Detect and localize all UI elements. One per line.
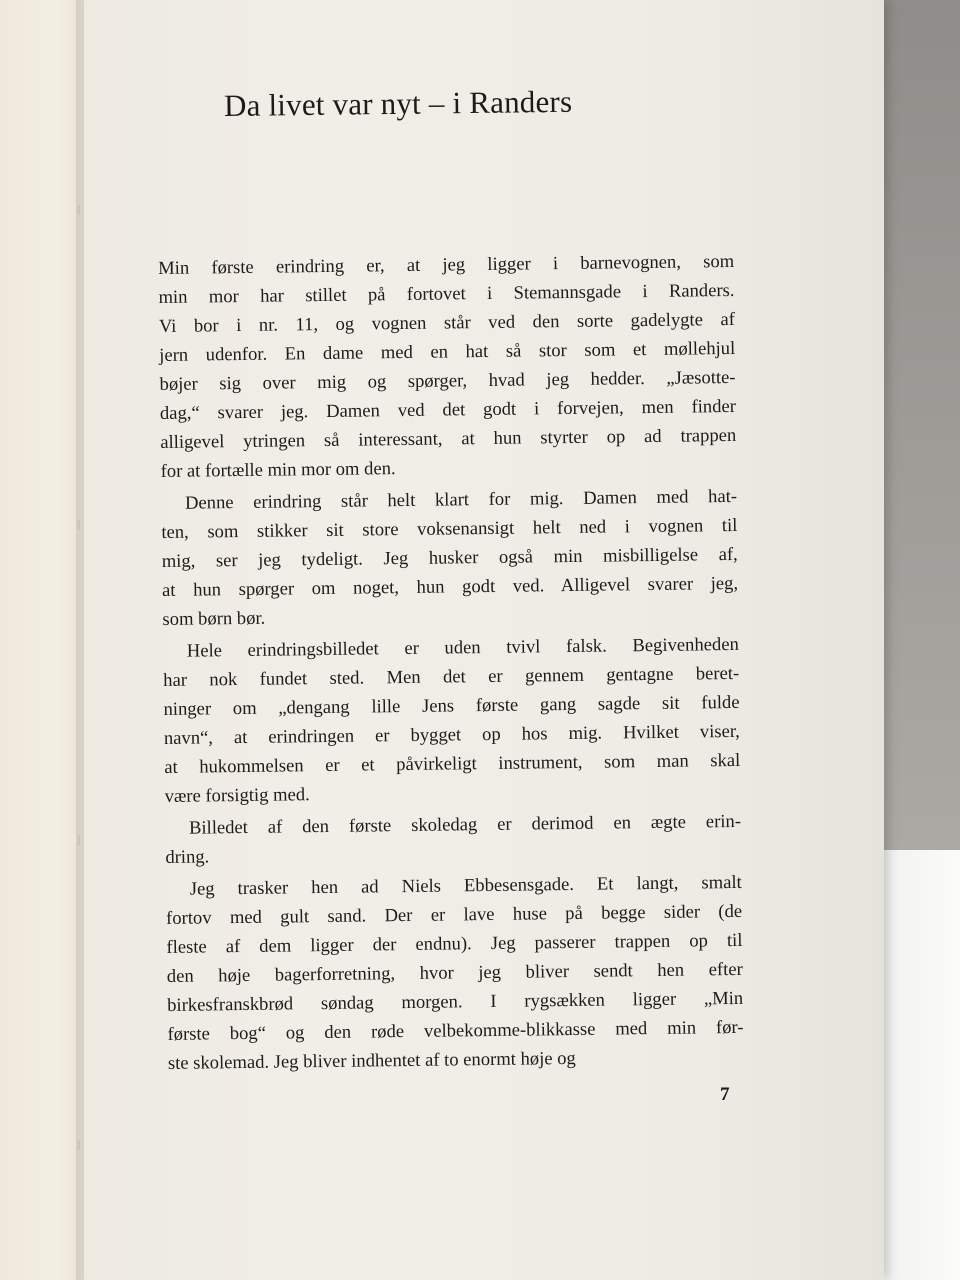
- paragraph: [158, 247, 737, 486]
- binding-stitch: [77, 205, 80, 215]
- text-line: ninger om „dengang lille Jens første gang sagde sit fulde: [163, 691, 740, 720]
- text-line: ste skolemad. Jeg bliver indhentet af to enormt høje og: [167, 1047, 576, 1074]
- text-line: ten, som stikker sit store voksenansigt helt ned i vognen til: [161, 514, 738, 543]
- text-line: mig, ser jeg tydeligt. Jeg husker også min misbilligelse af,: [161, 543, 738, 572]
- text-line: at hukommelsen er et påvirkeligt instrument, som man skal: [164, 749, 741, 778]
- text-line: alligevel ytringen så interessant, at hun styrter op ad trappen: [160, 424, 737, 453]
- text-line: fleste af dem ligger der endnu). Jeg passerer trappen op til: [166, 929, 743, 958]
- chapter-title: Da livet var nyt – i Randers: [223, 83, 573, 123]
- text-line: den høje bagerforretning, hvor jeg bliver sendt hen efter: [166, 958, 743, 987]
- text-line: dring.: [165, 846, 210, 868]
- paragraph: [163, 630, 741, 811]
- text-line: dag,“ svarer jeg. Damen ved det godt i forvejen, men finder: [159, 395, 737, 424]
- page-number: 7: [720, 1084, 730, 1105]
- paragraph: [165, 807, 742, 872]
- text-line: Vi bor i nr. 11, og vognen står ved den sorte gadelygte af: [158, 308, 735, 337]
- text-line: for at fortælle min mor om den.: [160, 458, 396, 482]
- text-line: birkesfranskbrød søndag morgen. I rygsækken ligger „Min: [167, 987, 744, 1016]
- paragraph: [166, 868, 744, 1078]
- text-line: fortov med gult sand. Der er lave huse på begge sider (de: [165, 900, 743, 929]
- paragraph: [161, 482, 739, 634]
- text-line: at hun spørger om noget, hun godt ved. Alligevel svarer jeg,: [161, 572, 739, 601]
- text-line: første bog“ og den røde velbekomme-blikkasse med min før-: [167, 1016, 744, 1045]
- binding-stitch: [77, 835, 80, 845]
- text-line: Min første erindring er, at jeg ligger i barnevognen, som: [158, 250, 735, 279]
- text-line: som børn bør.: [162, 607, 266, 630]
- binding-stitch: [77, 520, 80, 530]
- binding-stitch: [77, 1140, 80, 1150]
- text-line: være forsigtig med.: [164, 784, 310, 807]
- text-line: Denne erindring står helt klart for mig. Damen med hat-: [184, 485, 738, 514]
- text-line: jern udenfor. En dame med en hat så stor som et møllehjul: [159, 337, 736, 366]
- body-text: [158, 247, 744, 1081]
- text-line: Jeg trasker hen ad Niels Ebbesensgade. Et langt, smalt: [189, 871, 742, 900]
- text-line: har nok fundet sted. Men det er gennem gentagne beret-: [163, 662, 740, 691]
- text-line: min mor har stillet på fortovet i Stemannsgade i Randers.: [158, 279, 735, 308]
- text-line: Billedet af den første skoledag er derimod en ægte erin-: [188, 810, 742, 839]
- facing-page-edge: [0, 0, 84, 1280]
- text-line: Hele erindringsbilledet er uden tvivl falsk. Begivenheden: [186, 633, 739, 662]
- book-page: [84, 0, 884, 1280]
- text-line: navn“, at erindringen er bygget op hos mig. Hvilket viser,: [163, 720, 741, 749]
- text-line: bøjer sig over mig og spørger, hvad jeg hedder. „Jæsotte-: [159, 366, 736, 395]
- background-white-object: [880, 850, 960, 1280]
